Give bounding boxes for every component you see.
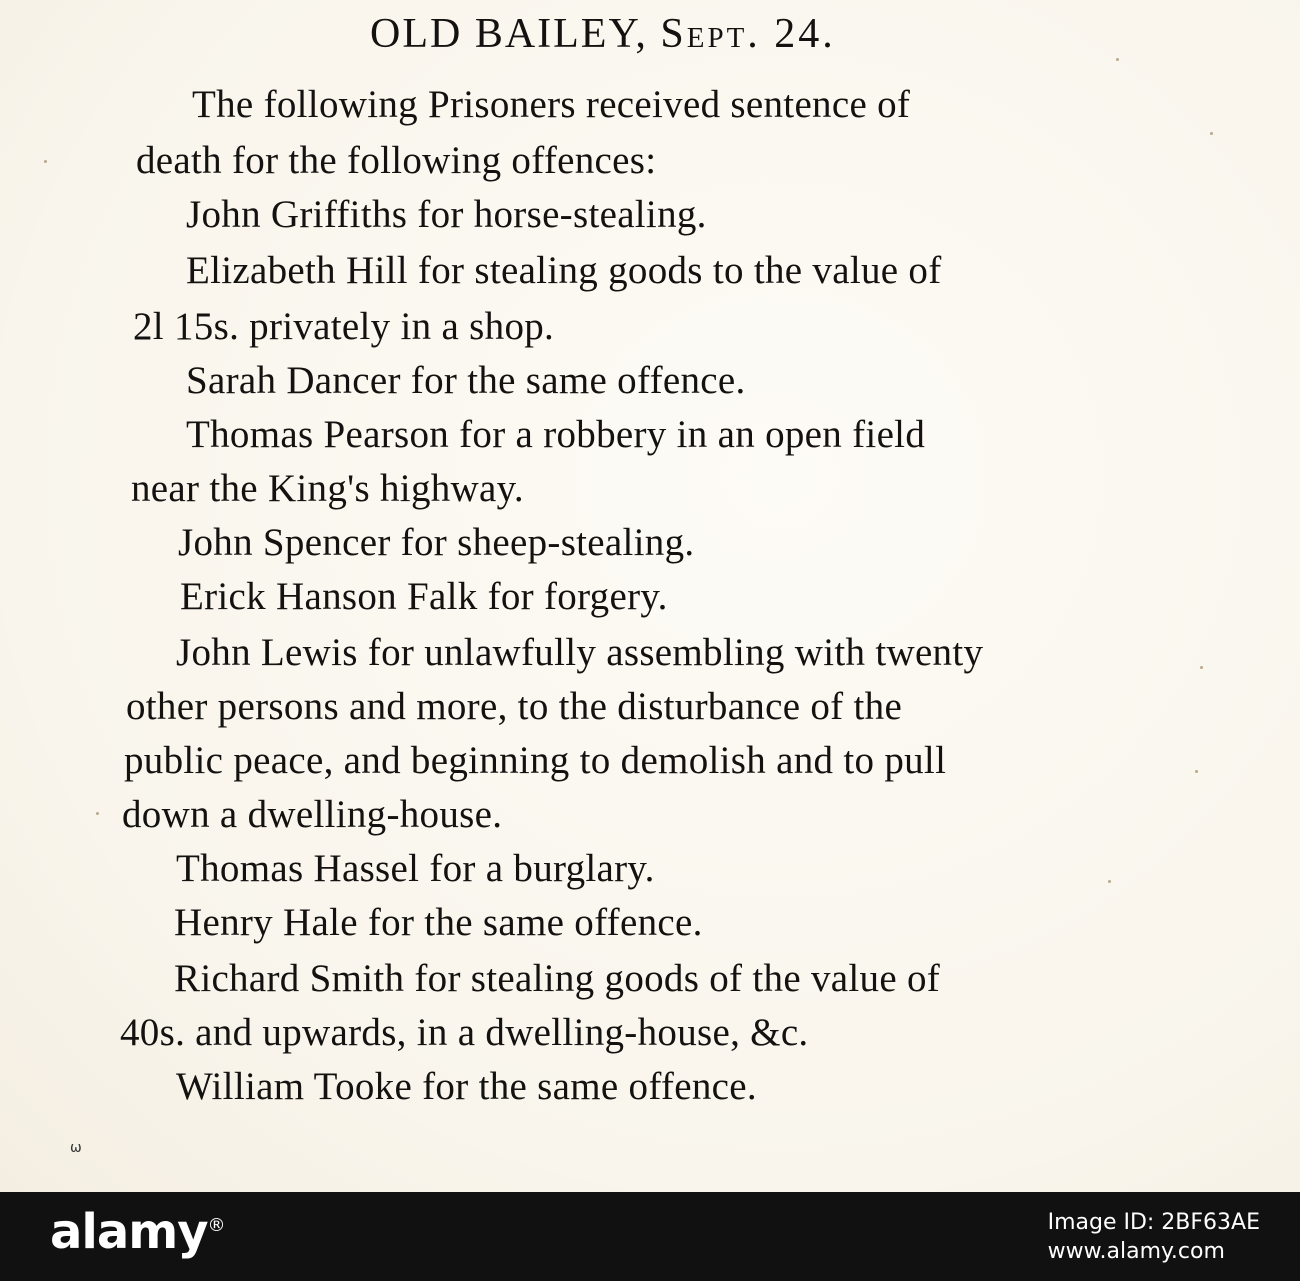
text-line-6: Sarah Dancer for the same offence. — [186, 359, 746, 402]
paper-speck — [1200, 666, 1203, 669]
text-line-18: 40s. and upwards, in a dwelling-house, &c. — [120, 1011, 809, 1054]
paper-speck — [1195, 770, 1198, 773]
text-line-5: 2l 15s. privately in a shop. — [133, 305, 555, 348]
headline-date: Sept. 24. — [660, 11, 836, 57]
text-line-9: John Spencer for sheep-stealing. — [178, 521, 695, 564]
paper-speck — [1108, 880, 1111, 883]
text-line-11: John Lewis for unlawfully assembling with twenty — [176, 631, 984, 674]
text-line-16: Henry Hale for the same offence. — [174, 901, 703, 944]
text-line-8: near the King's highway. — [131, 467, 524, 510]
text-line-4: Elizabeth Hill for stealing goods to the value of — [186, 249, 942, 292]
text-line-14: down a dwelling-house. — [122, 793, 503, 836]
text-line-2: death for the following offences: — [136, 139, 657, 182]
text-line-3: John Griffiths for horse-stealing. — [186, 193, 707, 236]
text-line-19: William Tooke for the same offence. — [176, 1065, 757, 1108]
image-info — [1048, 1210, 1260, 1264]
paper-speck — [96, 812, 99, 815]
image-id: Image ID: 2BF63AE — [1047, 1210, 1260, 1235]
text-line-7: Thomas Pearson for a robbery in an open field — [186, 413, 926, 456]
text-line-15: Thomas Hassel for a burglary. — [176, 847, 655, 890]
margin-mark: ω — [70, 1140, 82, 1156]
page-title — [370, 10, 836, 58]
text-line-12: other persons and more, to the disturbance of the — [126, 685, 903, 728]
text-line-13: public peace, and beginning to demolish and to pull — [124, 739, 947, 782]
paper-speck — [44, 160, 47, 163]
watermark-footer — [0, 1192, 1300, 1281]
text-line-1: The following Prisoners received sentence of — [192, 83, 911, 126]
headline-place: OLD BAILEY, — [370, 11, 648, 57]
paper-speck — [1116, 58, 1119, 61]
text-line-17: Richard Smith for stealing goods of the value of — [174, 957, 941, 1000]
paper-speck — [1210, 132, 1213, 135]
alamy-logo: alamy® — [50, 1204, 225, 1260]
website-link[interactable]: www.alamy.com — [1047, 1239, 1225, 1264]
text-line-10: Erick Hanson Falk for forgery. — [180, 575, 668, 618]
